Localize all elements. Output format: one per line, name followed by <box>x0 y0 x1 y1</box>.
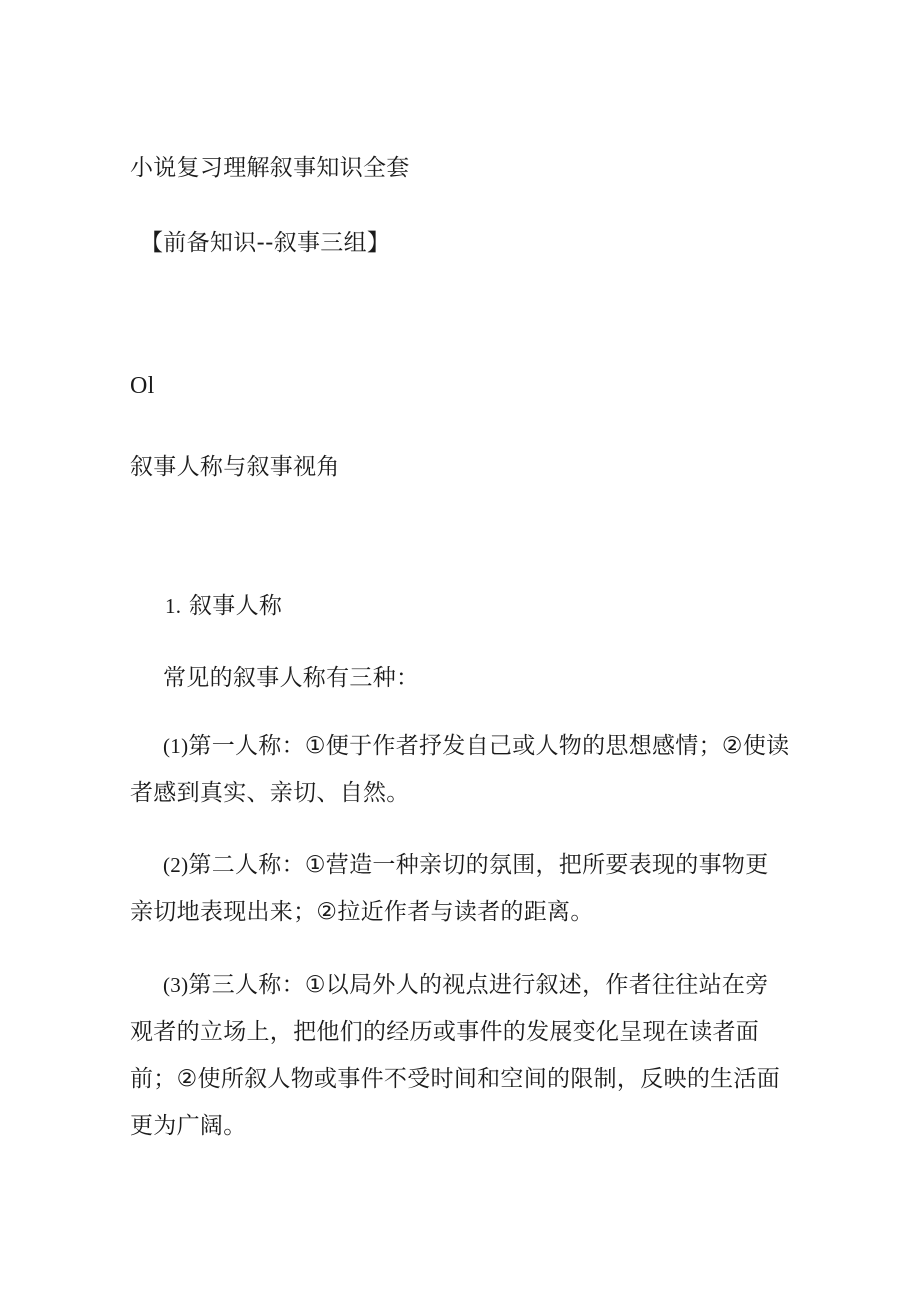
intro-text: 常见的叙事人称有三种： <box>163 665 420 691</box>
document-title: 小说复习理解叙事知识全套 <box>130 155 410 181</box>
list-item-text: 第二人称：①营造一种亲切的氛围，把所要表现的事物更亲切地表现出来；②拉近作者与读者的距离。 <box>130 852 769 925</box>
list-item-second-person <box>130 842 790 936</box>
list-item-marker: (3) <box>163 973 189 997</box>
list-item-marker: (1) <box>163 734 189 758</box>
list-item-third-person <box>130 962 790 1150</box>
section-number: Ol <box>130 373 155 399</box>
heading-1 <box>165 591 282 621</box>
list-item-marker: (2) <box>163 853 189 877</box>
document-subtitle: 【前备知识--叙事三组】 <box>140 230 391 256</box>
section-title: 叙事人称与叙事视角 <box>130 454 340 480</box>
list-item-text: 第一人称：①便于作者抒发自己或人物的思想感情；②使读者感到真实、亲切、自然。 <box>130 733 790 806</box>
heading-1-number: 1. <box>165 594 182 618</box>
heading-1-text: 叙事人称 <box>188 593 283 619</box>
list-item-first-person <box>130 723 790 817</box>
list-item-text: 第三人称：①以局外人的视点进行叙述，作者往往站在旁观者的立场上，把他们的经历或事件的发展变化呈现在读者面前；②使所叙人物或事件不受时间和空间的限制，反映的生活面更为广阔。 <box>130 972 781 1139</box>
